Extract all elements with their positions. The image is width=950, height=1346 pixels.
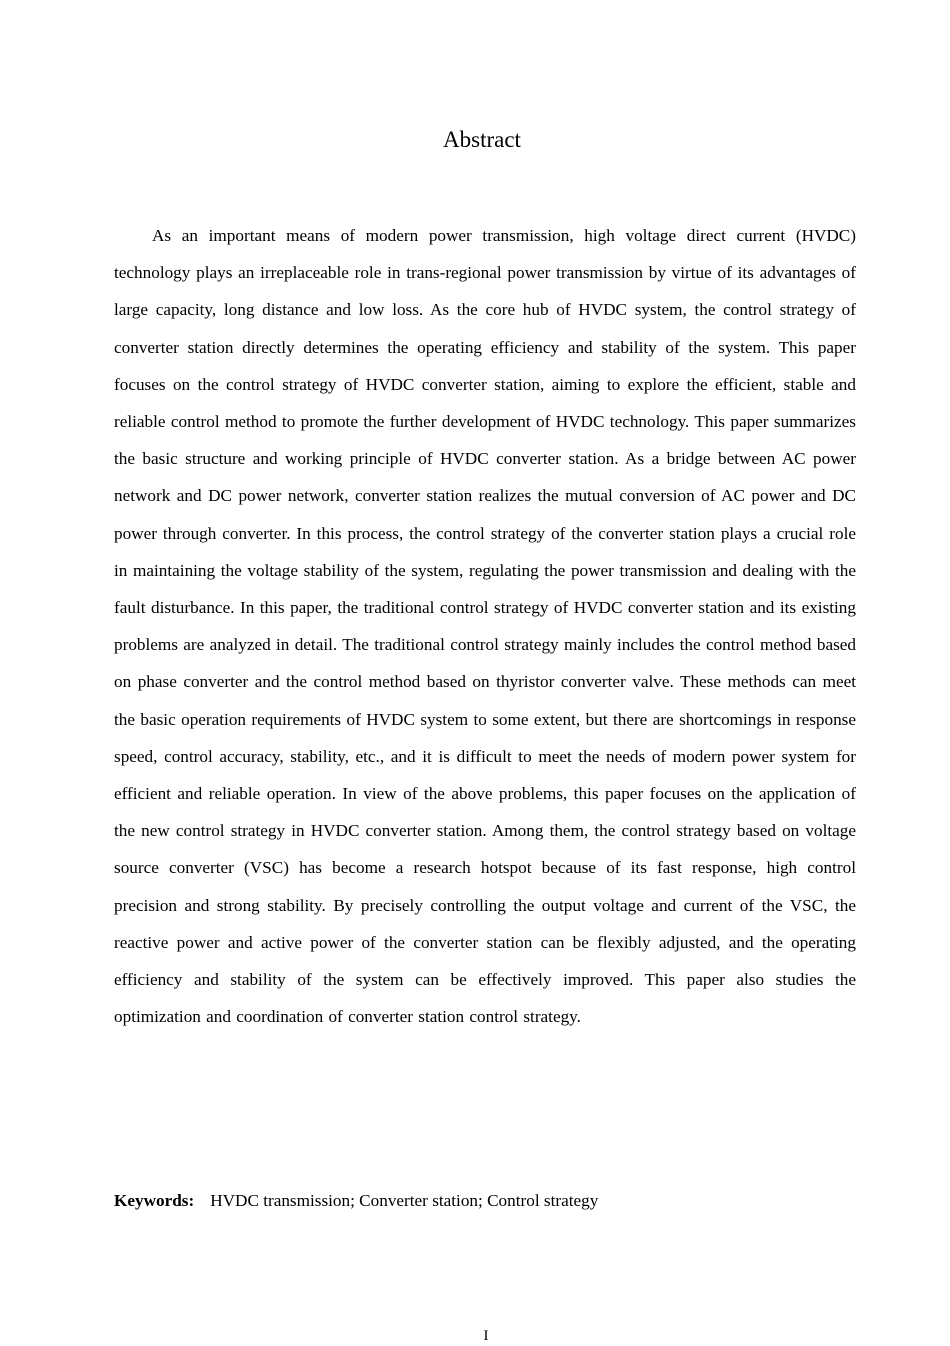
keywords-label: Keywords: <box>114 1191 195 1210</box>
keywords-value: HVDC transmission; Converter station; Control strategy <box>210 1191 599 1210</box>
abstract-title: Abstract <box>443 127 521 152</box>
page-number: I <box>483 1328 489 1344</box>
abstract-body: As an important means of modern power transmission, high voltage direct current (HVDC) technology plays an irreplaceable role in trans-regional power transmission by virtue of its advantages of large capacity, long distance and low loss. As the core hub of HVDC system, the control strategy of converter station directly determines the operating efficiency and stability of the system. This paper focuses on the control strategy of HVDC converter station, aiming to explore the efficient, stable and reliable control method to promote the further development of HVDC technology. This paper summarizes the basic structure and working principle of HVDC converter station. As a bridge between AC power network and DC power network, converter station realizes the mutual conversion of AC power and DC power through converter. In this process, the control strategy of the converter station plays a crucial role in maintaining the voltage stability of the system, regulating the power transmission and dealing with the fault disturbance. In this paper, the traditional control strategy of HVDC converter station and its existing problems are analyzed in detail. The traditional control strategy mainly includes the control method based on phase converter and the control method based on thyristor converter valve. These methods can meet the basic operation requirements of HVDC system to some extent, but there are shortcomings in response speed, control accuracy, stability, etc., and it is difficult to meet the needs of modern power system for efficient and reliable operation. In view of the above problems, this paper focuses on the application of the new control strategy in HVDC converter station. Among them, the control strategy based on voltage source converter (VSC) has become a research hotspot because of its fast response, high control precision and strong stability. By precisely controlling the output voltage and current of the VSC, the reactive power and active power of the converter station can be flexibly adjusted, and the operating efficiency and stability of the system can be effectively improved. This paper also studies the optimization and coordination of converter station control strategy. <box>114 226 856 1027</box>
keywords-line <box>114 1186 856 1216</box>
